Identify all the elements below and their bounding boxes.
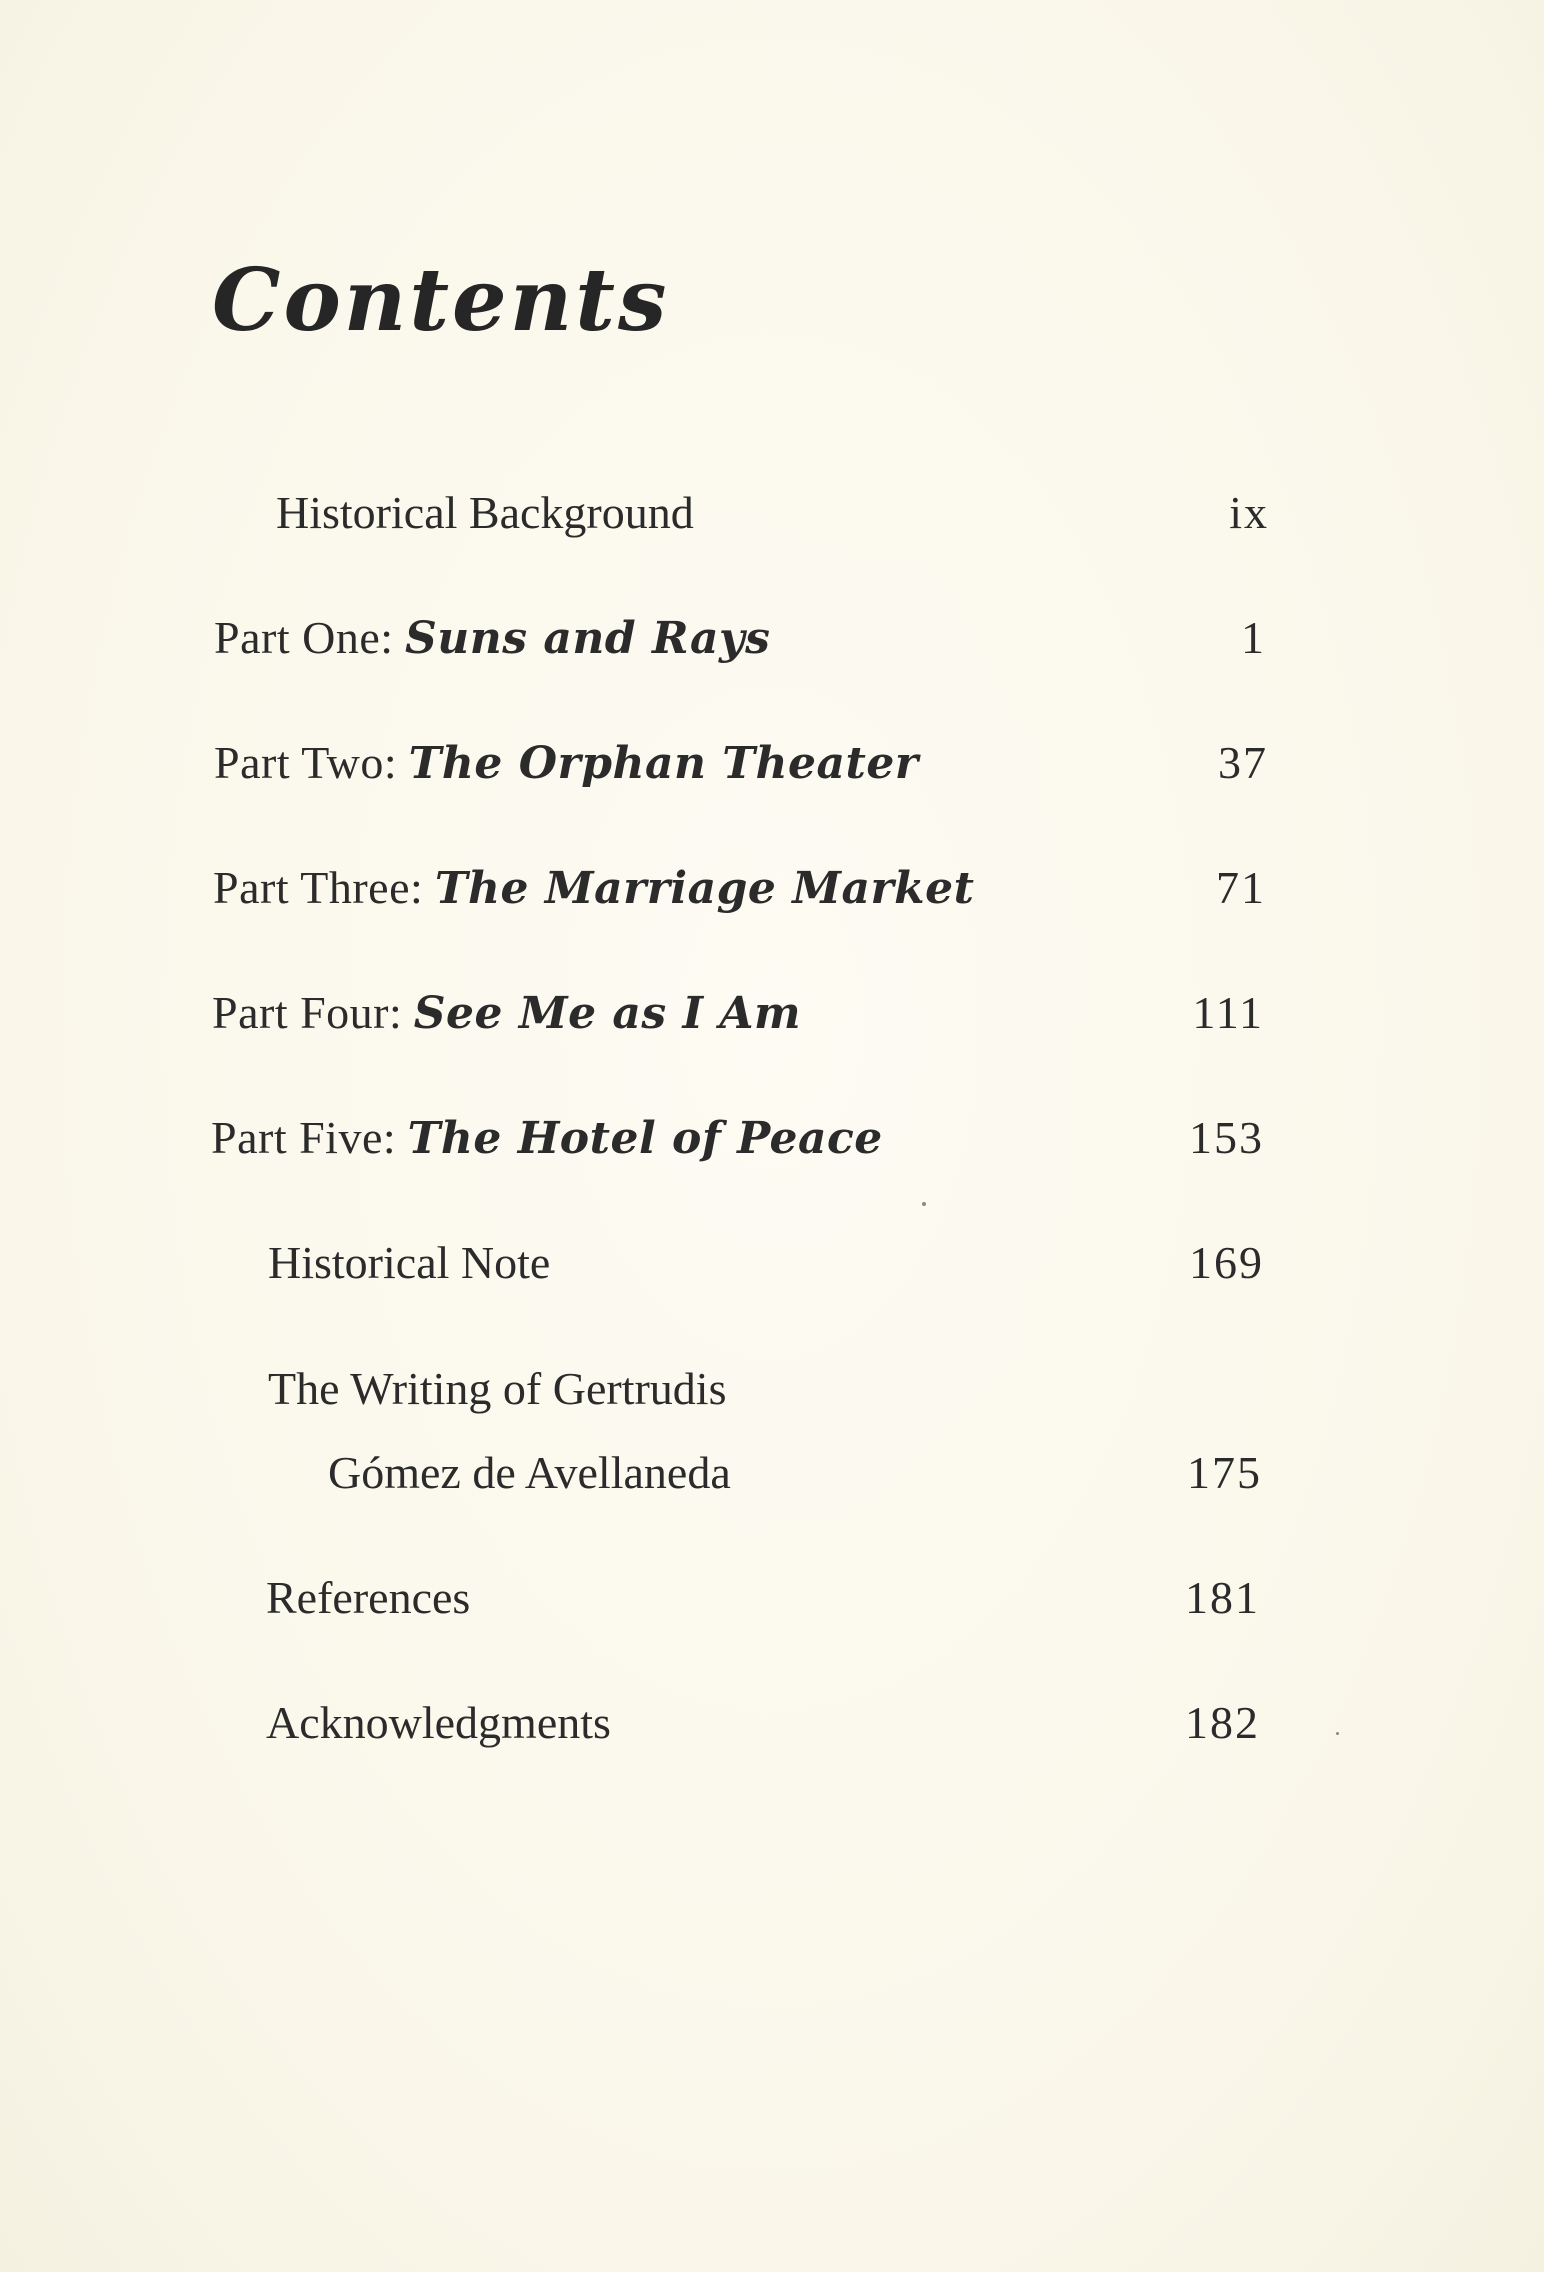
toc-entry-title (214, 737, 919, 789)
toc-entry-label: The Writing of Gertrudis (268, 1363, 727, 1414)
toc-entry-prefix: Part One: (214, 612, 394, 663)
toc-entry-prefix: Part Five: (211, 1112, 397, 1163)
toc-entry-page: 175 (1187, 1447, 1262, 1498)
toc-entry-page: 37 (1218, 737, 1268, 788)
toc-entry-title (211, 1112, 883, 1164)
toc-entry-prefix: Part Four: (212, 987, 403, 1038)
toc-entry-title (212, 987, 802, 1039)
toc-entry-subtitle: The Marriage Market (434, 863, 975, 914)
toc-entry-page: 1 (1241, 612, 1266, 663)
toc-entry-page: 153 (1189, 1112, 1264, 1163)
toc-entry-page: ix (1229, 487, 1269, 538)
toc-entry-page: 181 (1185, 1572, 1260, 1623)
toc-entry-prefix: Part Three: (213, 862, 424, 913)
toc-entry-label: Acknowledgments (266, 1697, 611, 1748)
toc-entry-page: 169 (1189, 1237, 1264, 1288)
toc-entry-title (214, 612, 771, 664)
paper-speck (1336, 1732, 1339, 1735)
toc-entry-page: 111 (1192, 987, 1264, 1038)
toc-entry-subtitle: The Hotel of Peace (407, 1113, 883, 1164)
toc-entry-prefix: Part Two: (214, 737, 398, 788)
toc-entry-page: 182 (1185, 1697, 1260, 1748)
contents-heading: Contents (212, 250, 670, 351)
paper-speck (922, 1202, 926, 1206)
toc-entry-label: References (266, 1572, 471, 1623)
toc-entry-label: Historical Background (276, 487, 694, 538)
toc-entry-page: 71 (1216, 862, 1266, 913)
toc-entry-subtitle: See Me as I Am (413, 988, 802, 1039)
toc-entry-subtitle: Suns and Rays (405, 613, 771, 664)
toc-entry-label-continued: Gómez de Avellaneda (328, 1447, 731, 1498)
toc-entry-title (213, 862, 975, 914)
toc-entry-subtitle: The Orphan Theater (408, 738, 919, 789)
toc-entry-label: Historical Note (268, 1237, 551, 1288)
